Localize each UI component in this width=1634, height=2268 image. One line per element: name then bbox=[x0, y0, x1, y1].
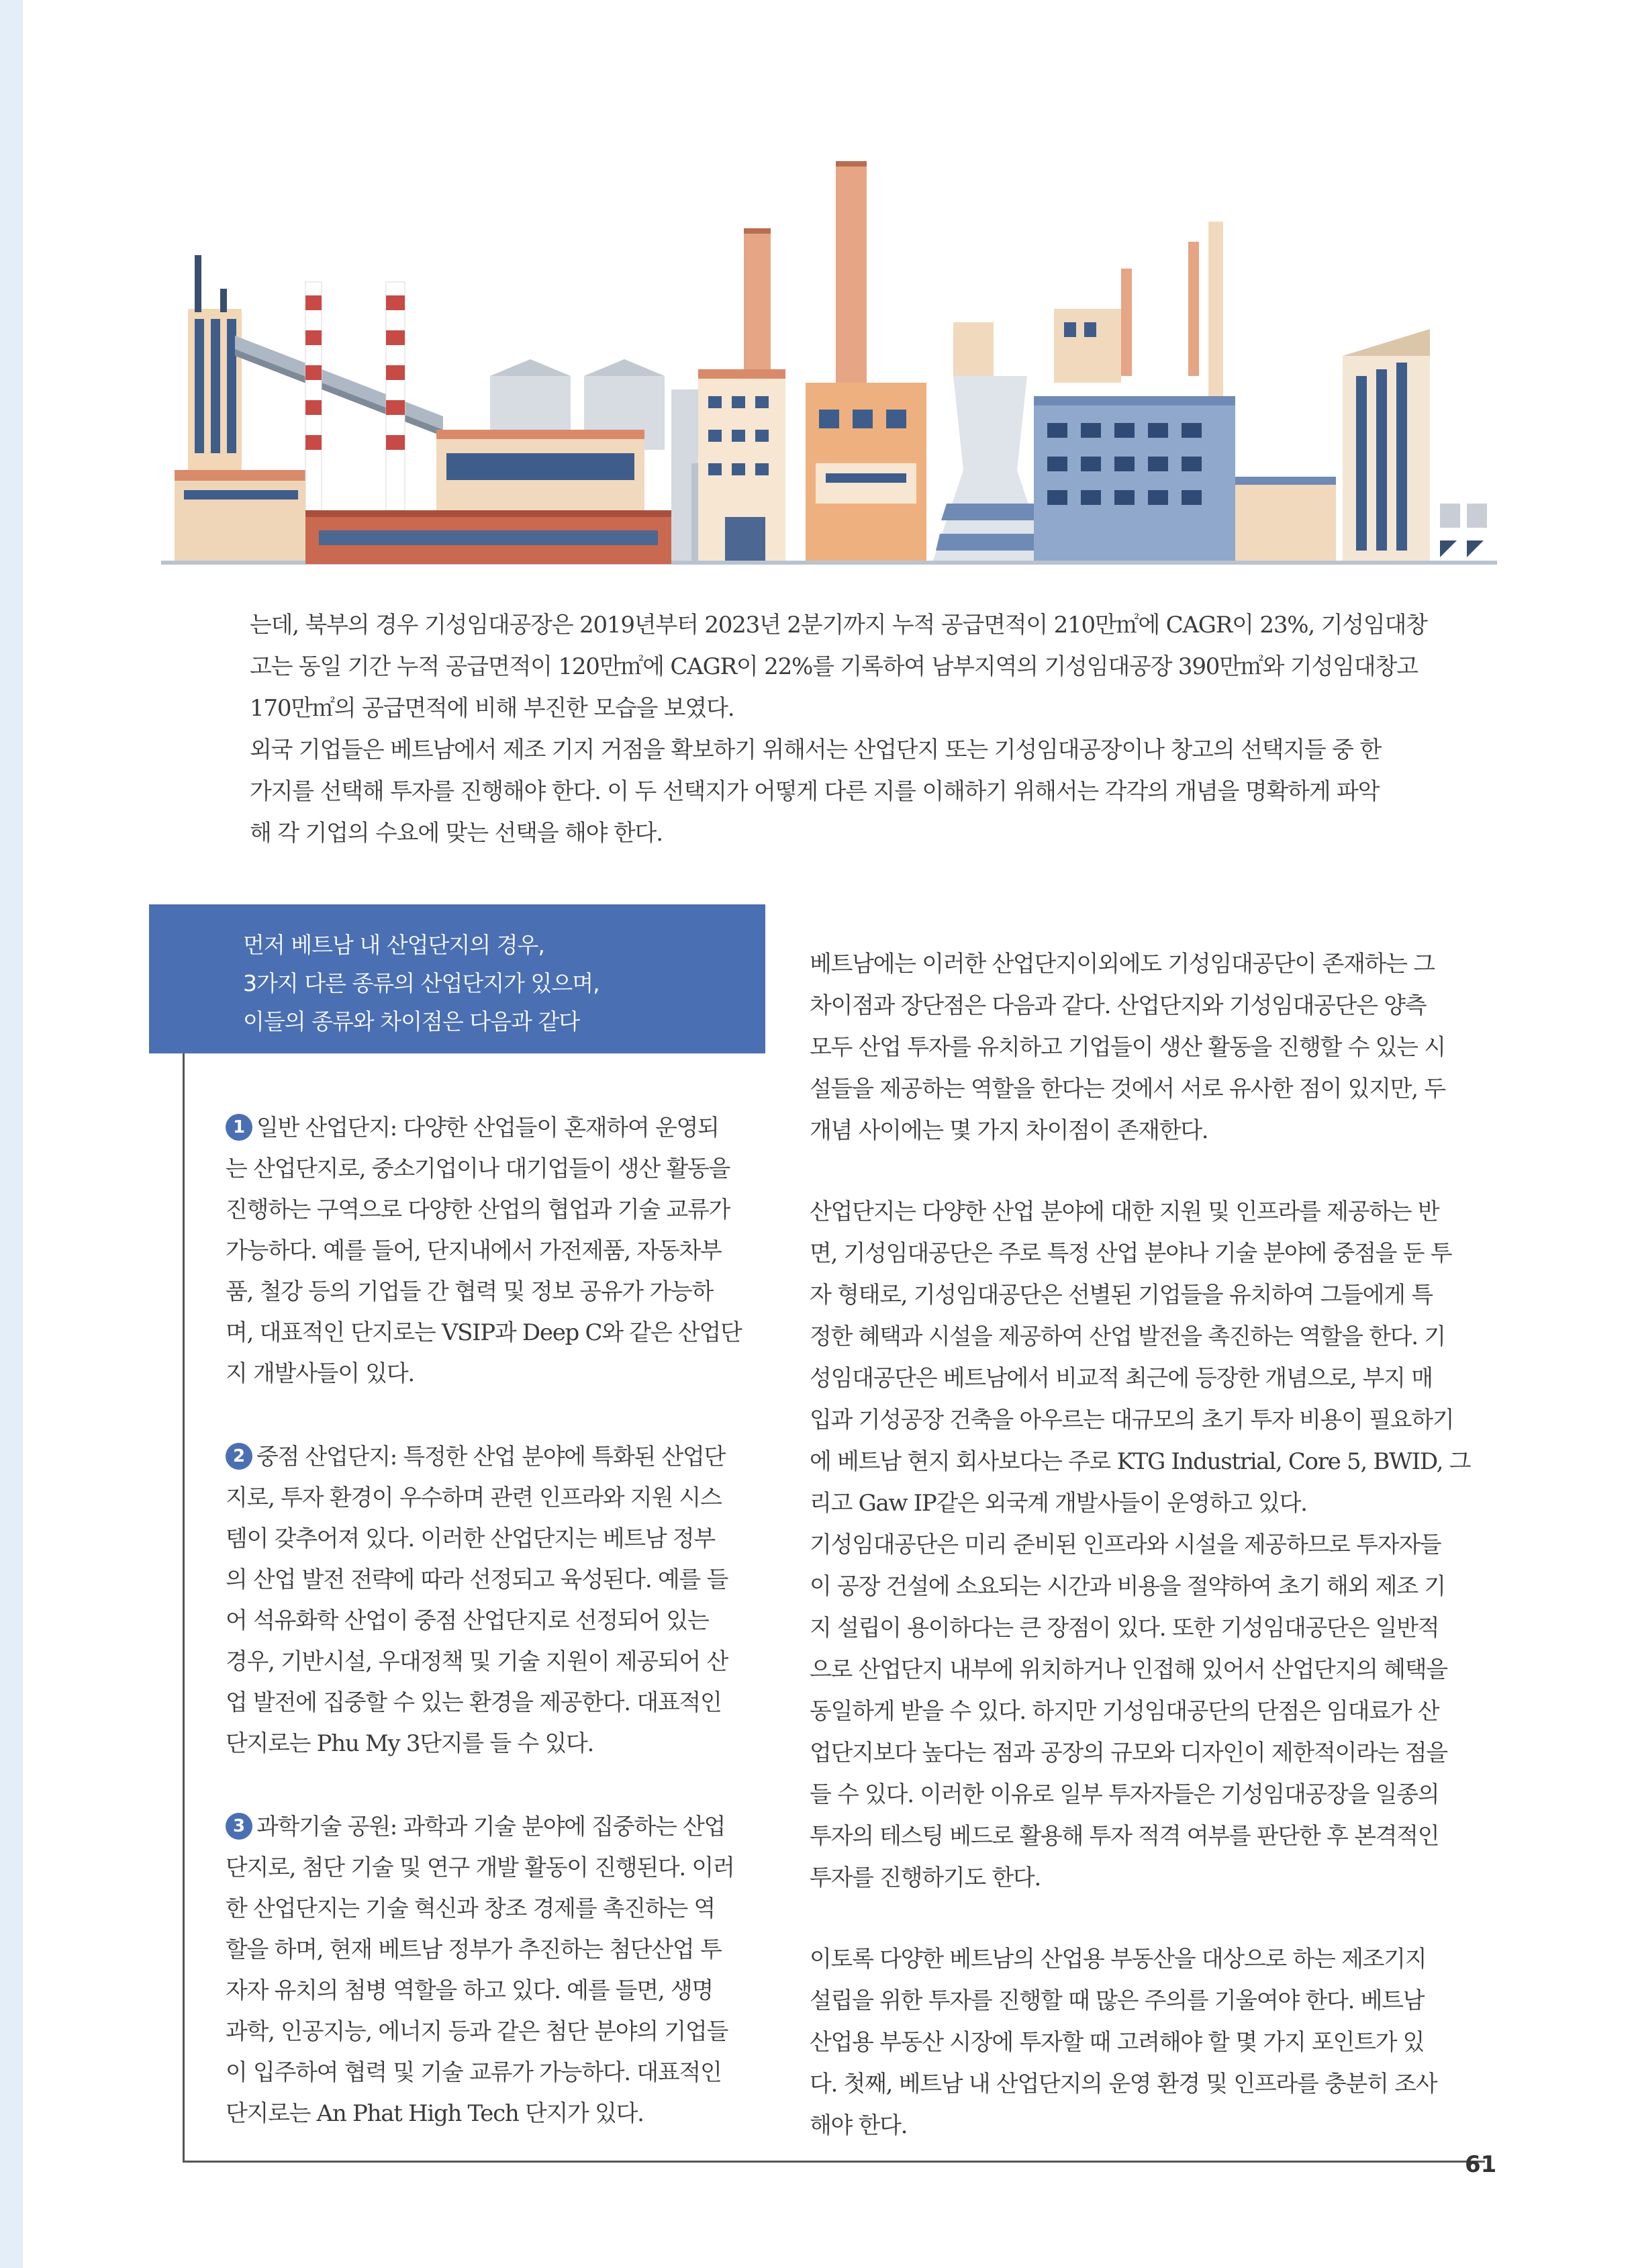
item-line: 단지로는 Phu My 3단지를 들 수 있다. bbox=[226, 1730, 594, 1757]
intro-line: 고는 동일 기간 누적 공급면적이 120만㎡에 CAGR이 22%를 기록하여 남부지역의 기성임대공장 390만㎡와 기성임대창고 bbox=[250, 653, 1418, 680]
paragraph bbox=[810, 943, 1481, 1151]
item-line: 업 발전에 집중할 수 있는 환경을 제공한다. 대표적인 bbox=[226, 1689, 722, 1716]
factory-illustration bbox=[161, 154, 1497, 577]
paragraph-line: 해야 한다. bbox=[810, 2112, 908, 2139]
intro-line: 가지를 선택해 투자를 진행해야 한다. 이 두 선택지가 어떻게 다른 지를 이해하기 위해서는 각각의 개념을 명확하게 파악 bbox=[250, 778, 1380, 805]
paragraph-line: 동일하게 받을 수 있다. 하지만 기성임대공단의 단점은 임대료가 산 bbox=[810, 1698, 1439, 1725]
paragraph-line: 투자의 테스팅 베드로 활용해 투자 적격 여부를 판단한 후 본격적인 bbox=[810, 1823, 1439, 1850]
item-line: 중점 산업단지: 특정한 산업 분야에 특화된 산업단 bbox=[256, 1444, 726, 1470]
paragraph-line: 지 설립이 용이하다는 큰 장점이 있다. 또한 기성임대공단은 일반적 bbox=[810, 1615, 1439, 1642]
paragraph-line: 베트남에는 이러한 산업단지이외에도 기성임대공단이 존재하는 그 bbox=[810, 951, 1435, 978]
item-first-line bbox=[226, 1807, 763, 1848]
item-line: 어 석유화학 산업이 중점 산업단지로 선정되어 있는 bbox=[226, 1607, 709, 1634]
item-line: 진행하는 구역으로 다양한 산업의 협업과 기술 교류가 bbox=[226, 1196, 730, 1223]
paragraph-line: 이 공장 건설에 소요되는 시간과 비용을 절약하여 초기 해외 제조 기 bbox=[810, 1573, 1445, 1600]
paragraph-line: 설들을 제공하는 역할을 한다는 것에서 서로 유사한 점이 있지만, 두 bbox=[810, 1076, 1445, 1102]
paragraph-line: 설립을 위한 투자를 진행할 때 많은 주의를 기울여야 한다. 베트남 bbox=[810, 1987, 1425, 2014]
item-line: 며, 대표적인 단지로는 VSIP과 Deep C와 같은 산업단 bbox=[226, 1319, 742, 1346]
paragraph-line: 차이점과 장단점은 다음과 같다. 산업단지와 기성임대공단은 양측 bbox=[810, 992, 1427, 1019]
number-badge: 3 bbox=[226, 1813, 252, 1840]
callout-line: 먼저 베트남 내 산업단지의 경우, bbox=[243, 932, 544, 958]
item-line: 할을 하며, 현재 베트남 정부가 추진하는 첨단산업 투 bbox=[226, 1936, 722, 1963]
list-item-general-complex bbox=[226, 1108, 763, 1395]
item-first-line bbox=[226, 1437, 763, 1478]
page-edge-strip bbox=[0, 0, 23, 2268]
number-badge: 1 bbox=[226, 1114, 252, 1141]
callout-line: 이들의 종류와 차이점은 다음과 같다 bbox=[243, 1008, 580, 1035]
paragraph-line: 에 베트남 현지 회사보다는 주로 KTG Industrial, Core 5, BWID, 그 bbox=[810, 1448, 1471, 1475]
paragraph-line: 다. 첫째, 베트남 내 산업단지의 운영 환경 및 인프라를 충분히 조사 bbox=[810, 2071, 1437, 2097]
paragraph-line: 이토록 다양한 베트남의 산업용 부동산을 대상으로 하는 제조기지 bbox=[810, 1946, 1427, 1973]
item-line: 과학기술 공원: 과학과 기술 분야에 집중하는 산업 bbox=[256, 1813, 726, 1840]
intro-line: 170만㎡의 공급면적에 비해 부진한 모습을 보였다. bbox=[250, 695, 734, 722]
item-line: 지 개발사들이 있다. bbox=[226, 1360, 414, 1387]
paragraph-line: 성임대공단은 베트남에서 비교적 최근에 등장한 개념으로, 부지 매 bbox=[810, 1365, 1433, 1392]
paragraph-line: 들 수 있다. 이러한 이유로 일부 투자자들은 기성임대공장을 일종의 bbox=[810, 1781, 1439, 1808]
intro-line: 해 각 기업의 수요에 맞는 선택을 해야 한다. bbox=[250, 820, 663, 847]
paragraph bbox=[810, 1191, 1481, 1899]
intro-text bbox=[250, 604, 1458, 854]
paragraph-line: 면, 기성임대공단은 주로 특정 산업 분야나 기술 분야에 중점을 둔 투 bbox=[810, 1240, 1452, 1267]
paragraph bbox=[810, 1938, 1481, 2146]
paragraph-line: 리고 Gaw IP같은 외국계 개발사들이 운영하고 있다. bbox=[810, 1490, 1307, 1517]
item-line: 단지로는 An Phat High Tech 단지가 있다. bbox=[226, 2100, 644, 2127]
paragraph-line: 기성임대공단은 미리 준비된 인프라와 시설을 제공하므로 투자자들 bbox=[810, 1531, 1441, 1558]
paragraph-line: 으로 산업단지 내부에 위치하거나 인접해 있어서 산업단지의 혜택을 bbox=[810, 1656, 1447, 1683]
paragraph-line: 모두 산업 투자를 유치하고 기업들이 생산 활동을 진행할 수 있는 시 bbox=[810, 1034, 1445, 1061]
industrial-complex-types bbox=[226, 1108, 763, 2177]
paragraph-line: 개념 사이에는 몇 가지 차이점이 존재한다. bbox=[810, 1117, 1208, 1144]
item-line: 이 입주하여 협력 및 기술 교류가 가능하다. 대표적인 bbox=[226, 2059, 722, 2086]
paragraph-line: 정한 혜택과 시설을 제공하여 산업 발전을 촉진하는 역할을 한다. 기 bbox=[810, 1323, 1445, 1350]
item-line: 는 산업단지로, 중소기업이나 대기업들이 생산 활동을 bbox=[226, 1155, 730, 1182]
intro-line: 는데, 북부의 경우 기성임대공장은 2019년부터 2023년 2분기까지 누적 공급면적이 210만㎡에 CAGR이 23%, 기성임대창 bbox=[250, 612, 1427, 639]
item-line: 한 산업단지는 기술 혁신과 창조 경제를 촉진하는 역 bbox=[226, 1895, 715, 1922]
callout-box bbox=[149, 904, 765, 1053]
item-line: 가능하다. 예를 들어, 단지내에서 가전제품, 자동차부 bbox=[226, 1237, 722, 1264]
paragraph-line: 업단지보다 높다는 점과 공장의 규모와 디자인이 제한적이라는 점을 bbox=[810, 1740, 1447, 1766]
number-badge: 2 bbox=[226, 1443, 252, 1470]
callout-line: 3가지 다른 종류의 산업단지가 있으며, bbox=[243, 970, 599, 996]
paragraph-line: 투자를 진행하기도 한다. bbox=[810, 1864, 1041, 1891]
item-line: 과학, 인공지능, 에너지 등과 같은 첨단 분야의 기업들 bbox=[226, 2018, 728, 2045]
right-column-text bbox=[810, 943, 1481, 2186]
item-first-line bbox=[226, 1108, 763, 1149]
item-line: 지로, 투자 환경이 우수하며 관련 인프라와 지원 시스 bbox=[226, 1484, 722, 1511]
list-item-key-complex bbox=[226, 1437, 763, 1764]
item-line: 경우, 기반시설, 우대정책 및 기술 지원이 제공되어 산 bbox=[226, 1648, 728, 1675]
item-line: 일반 산업단지: 다양한 산업들이 혼재하여 운영되 bbox=[256, 1115, 719, 1141]
item-line: 단지로, 첨단 기술 및 연구 개발 활동이 진행된다. 이러 bbox=[226, 1854, 734, 1881]
page-number: 61 bbox=[1465, 2151, 1497, 2178]
paragraph-line: 산업단지는 다양한 산업 분야에 대한 지원 및 인프라를 제공하는 반 bbox=[810, 1198, 1439, 1225]
paragraph-line: 자 형태로, 기성임대공단은 선별된 기업들을 유치하여 그들에게 특 bbox=[810, 1282, 1433, 1309]
intro-line: 외국 기업들은 베트남에서 제조 기지 거점을 확보하기 위해서는 산업단지 또는 기성임대공장이나 창고의 선택지들 중 한 bbox=[250, 737, 1382, 763]
item-line: 자자 유치의 첨병 역할을 하고 있다. 예를 들면, 생명 bbox=[226, 1977, 713, 2004]
frame-left-rule bbox=[183, 1053, 185, 2162]
item-line: 템이 갖추어져 있다. 이러한 산업단지는 베트남 정부 bbox=[226, 1525, 715, 1552]
list-item-science-park bbox=[226, 1807, 763, 2134]
paragraph-line: 입과 기성공장 건축을 아우르는 대규모의 초기 투자 비용이 필요하기 bbox=[810, 1407, 1454, 1433]
item-line: 의 산업 발전 전략에 따라 선정되고 육성된다. 예를 들 bbox=[226, 1566, 728, 1593]
paragraph-line: 산업용 부동산 시장에 투자할 때 고려해야 할 몇 가지 포인트가 있 bbox=[810, 2029, 1425, 2056]
item-line: 품, 철강 등의 기업들 간 협력 및 정보 공유가 가능하 bbox=[226, 1278, 713, 1305]
